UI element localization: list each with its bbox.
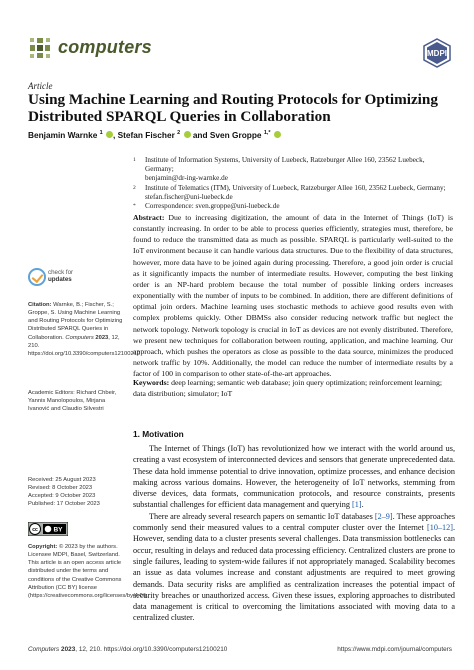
journal-name: computers bbox=[58, 37, 152, 57]
citation-block bbox=[28, 301, 141, 358]
author-affil-sup: 1,* bbox=[263, 130, 271, 136]
author-name[interactable]: Sven Groppe bbox=[209, 130, 262, 140]
copyright-label: Copyright: bbox=[28, 544, 58, 550]
abstract bbox=[133, 212, 453, 379]
article-dates bbox=[28, 476, 123, 509]
section-body bbox=[133, 443, 455, 624]
title-line-2: Distributed SPARQL Queries in Collaboration bbox=[28, 107, 331, 125]
affiliations bbox=[133, 156, 453, 211]
article-title bbox=[28, 92, 448, 125]
paragraph: There are already several research papers on semantic IoT databases [2–9]. These approaches commonly send their measured values to a central computer cluster over the Internet [10–12]. However, sending data to a cluster presents several challenges. Data transmission bottlenecks can occur, resulting in delays and reduced data processing efficiency. Centralized clusters are prone to single failures, leading to system-wide failures if not appropriately managed. Scalability becomes an issue as data volumes increase and constant adjustments are required to meet growing demands. Data security risks are amplified as centralization increases the potential impact of security breaches or unauthorized access. Given these issues, exploring approaches to distributed data management is critical to overcoming the limitations associated with moving data to a centralized cluster. bbox=[133, 511, 456, 623]
affiliation-item bbox=[133, 184, 453, 202]
affiliation-item bbox=[133, 202, 453, 211]
abstract-label: Abstract: bbox=[133, 213, 165, 222]
orcid-icon[interactable] bbox=[184, 131, 191, 138]
accepted-date: Accepted: 9 October 2023 bbox=[28, 493, 96, 500]
journal-header bbox=[28, 36, 452, 76]
footer-year: 2023 bbox=[61, 646, 76, 653]
citation-link[interactable]: [10–12] bbox=[427, 523, 453, 533]
footer-journal: Computers bbox=[28, 646, 60, 653]
check-updates-text: check for updates bbox=[48, 269, 74, 283]
svg-text:cc: cc bbox=[32, 527, 38, 533]
citation-text: Warnke, B.; Fischer, S.; Groppe, S. Using Machine Learning and Routing Protocols for Optimizing Distributed SPARQL Queries in Collaboration. bbox=[28, 302, 123, 341]
affiliation-email[interactable]: stefan.fischer@uni-luebeck.de bbox=[145, 192, 233, 201]
footer-doi[interactable]: , 12, 210. https://doi.org/10.3390/computers12100210 bbox=[75, 646, 228, 653]
editors-names: Richard Chbeir, Yannis Manolopoulos, Mirjana Ivanović and Claudio Silvestri bbox=[28, 390, 117, 413]
citation-label: Citation: bbox=[28, 302, 52, 308]
copyright-text: © 2023 by the authors. Licensee MDPI, Basel, Switzerland. This article is an open access article distributed under the terms and conditions of the Creative Commons Attribution (CC BY) license (https://creativecommons.org/licenses/by/4.0/). bbox=[28, 544, 148, 599]
citation-year: 2023 bbox=[95, 334, 109, 341]
copyright-block bbox=[28, 543, 148, 600]
abstract-text: Due to increasing digitization, the amount of data in the Internet of Things (IoT) is constantly increasing. In order to be able to process queries efficiently, strategies must, therefore, be found to reduce the transmitted data as much as possible. SPARQL is particularly well-suited to the IoT environment because it can handle various data structures. Due to the flexibility of data structures, however, more data have to be joined again during processing. Therefore, a good join order is crucial as it significantly impacts the number of intermediate results. However, computing the best linking order is an NP-hard problem because the total number of possible linking orders increases exponentially with the number of inputs to be combined. In addition, there are different definitions of optimal join orders. Machine learning uses stochastic methods to achieve good results even with complex problems quickly. Other DBMSs also consider reducing network traffic but neglect the network topology. Network topology is crucial in IoT as devices are not evenly distributed. Therefore, we present new techniques for collaboration between routing, application, and machine learning. Our approach, which pushes the operators as close as possible to the data source, minimizes the produced network traffic by 10%. Additionally, the model can reduce the number of intermediate results by a factor of 100 in comparison to other state-of-the-art approaches. bbox=[133, 213, 453, 379]
keywords-text: deep learning; semantic web database; join query optimization; reinforcement learning; data distribution; simulator; IoT bbox=[133, 378, 443, 398]
article-type-label: Article bbox=[28, 81, 53, 91]
section-heading: 1. Motivation bbox=[133, 429, 184, 439]
paragraph: The Internet of Things (IoT) has revolutionized how we interact with the world around us, creating a vast ecosystem of interconnected devices and sensors that generate unprecedented data. These data hold immense potential to drive innovation, optimize processes, and enhance decision making across various domains. However, the heterogeneity of IoT networks, stemming from diverse devices, data formats, communication protocols, and resource constraints, presents substantial challenges for efficient data management and querying [1]. bbox=[133, 444, 455, 510]
affiliation-number: 2 bbox=[133, 184, 136, 191]
mdpi-logo-icon bbox=[422, 38, 452, 68]
check-updates-icon bbox=[28, 268, 46, 286]
citation-link[interactable]: [2–9] bbox=[374, 511, 393, 521]
affiliation-item bbox=[133, 156, 453, 184]
journal-logo-icon bbox=[28, 36, 52, 60]
author-name[interactable]: Benjamin Warnke bbox=[28, 130, 98, 140]
affiliation-line: Institute of Telematics (ITM), University of Luebeck, Ratzeburger Allee 160, 23562 Luebeck, Germany; bbox=[145, 183, 446, 192]
revised-date: Revised: 8 October 2023 bbox=[28, 485, 93, 492]
author-affil-sup: 1 bbox=[99, 130, 103, 136]
orcid-icon[interactable] bbox=[106, 131, 113, 138]
keywords bbox=[133, 377, 453, 399]
academic-editors bbox=[28, 389, 123, 413]
author-affil-sup: 2 bbox=[177, 130, 181, 136]
citation-doi[interactable]: , 12, 210. https://doi.org/10.3390/computers12100210 bbox=[28, 334, 141, 357]
affiliation-number: * bbox=[133, 203, 136, 210]
editors-label: Academic Editors: bbox=[28, 390, 75, 396]
check-for-updates-badge[interactable] bbox=[28, 268, 74, 290]
author-list: Benjamin Warnke $^1$ , Stefan Fischer $^2$ and Sven Groppe $^{1,*}$ bbox=[28, 130, 448, 140]
published-date: Published: 17 October 2023 bbox=[28, 501, 100, 508]
citation-journal: Computers bbox=[65, 334, 94, 341]
orcid-icon[interactable] bbox=[274, 131, 281, 138]
affiliation-number: 1 bbox=[133, 157, 136, 163]
citation-link[interactable]: [1] bbox=[352, 500, 362, 510]
author-and: and bbox=[192, 130, 208, 140]
footer-journal-url[interactable]: https://www.mdpi.com/journal/computers bbox=[337, 646, 452, 653]
footer-citation bbox=[28, 646, 227, 653]
affiliation-email[interactable]: benjamin@dr-ing-warnke.de bbox=[145, 174, 228, 183]
author-name[interactable]: Stefan Fischer bbox=[117, 130, 175, 140]
title-line-1: Using Machine Learning and Routing Protocols for Optimizing bbox=[28, 91, 438, 108]
correspondence-line[interactable]: Correspondence: sven.groppe@uni-luebeck.de bbox=[145, 202, 280, 211]
affiliation-line: Institute of Information Systems, University of Luebeck, Ratzeburger Allee 160, 23562 Luebeck, Germany; bbox=[145, 156, 425, 174]
keywords-label: Keywords: bbox=[133, 378, 170, 387]
received-date: Received: 25 August 2023 bbox=[28, 477, 96, 483]
cc-by-license-icon[interactable] bbox=[28, 522, 68, 536]
mdpi-logo-text: MDPI bbox=[427, 49, 447, 58]
cc-by-text: BY bbox=[53, 526, 63, 534]
